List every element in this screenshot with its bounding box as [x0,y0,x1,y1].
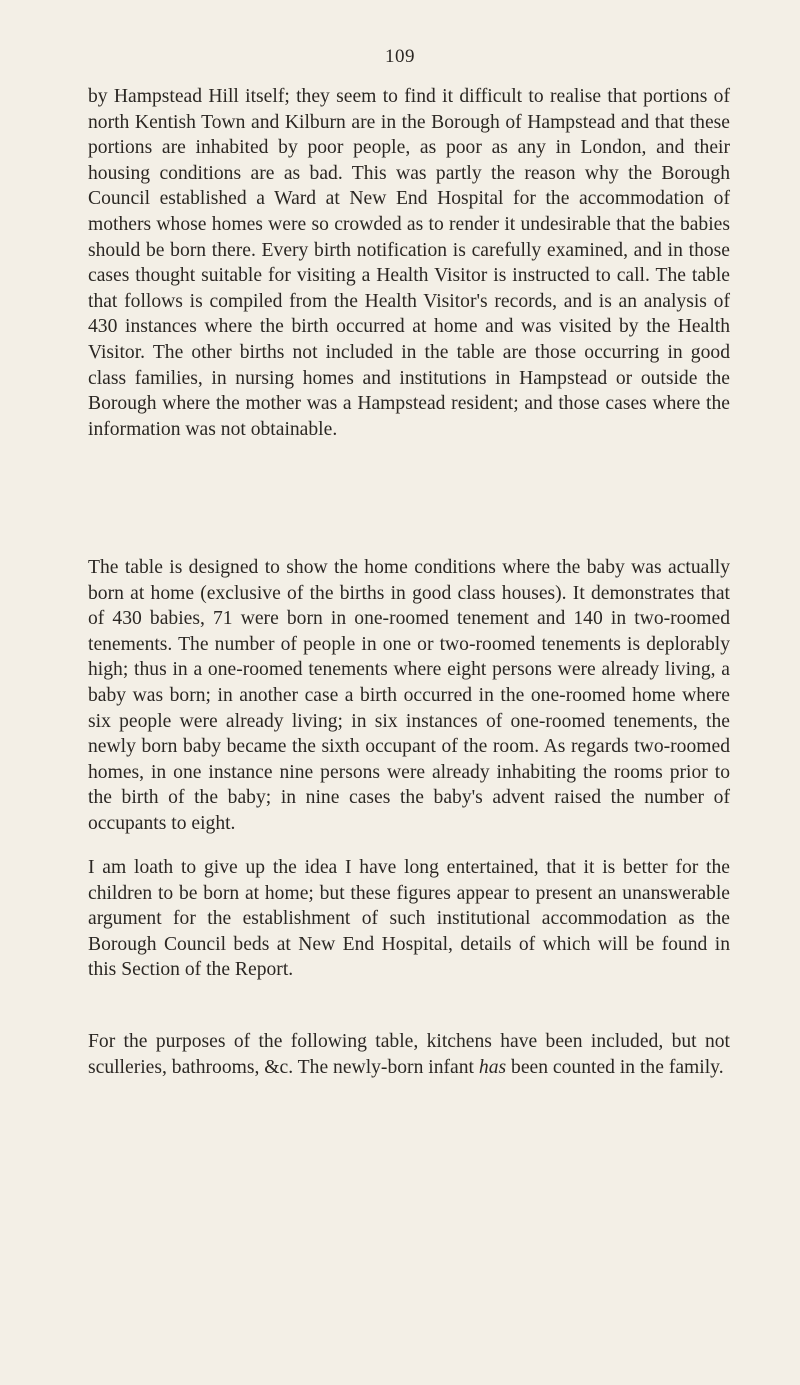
page-number: 109 [385,46,415,67]
paragraph-4 [88,1029,730,1080]
paragraph-1 [88,84,730,442]
paragraph-3-text: I am loath to give up the idea I have long entertained, that it is better for the children to be born at home; but these figures appear to present an unanswerable argument for the establishment of such institutional accommodation as the Borough Council beds at New End Hospital, details of which will be found in this Section of the Report. [88,857,730,981]
paragraph-3 [88,855,730,983]
paragraph-1-text: by Hampstead Hill itself; they seem to find it difficult to realise that portions of north Kentish Town and Kilburn are in the Borough of Hampstead and that these portions are inhabited by poor people, as poor as any in London, and their housing conditions are as bad. This was partly the reason why the Borough Council established a Ward at New End Hospital for the accommodation of mothers whose homes were so crowded as to render it undesirable that the babies should be born there. Every birth notification is carefully examined, and in those cases thought suitable for visiting a Health Visitor is instructed to call. The table that follows is compiled from the Health Visitor's records, and is an analysis of 430 instances where the birth occurred at home and was visited by the Health Visitor. The other births not included in the table are those occurring in good class families, in nursing homes and institutions in Hampstead or outside the Borough where the mother was a Hampstead resident; and those cases where the information was not obtainable. [88,86,730,440]
paragraph-2-text: The table is designed to show the home conditions where the baby was actually born at home (exclusive of the births in good class houses). It demonstrates that of 430 babies, 71 were born in one-roomed tenement and 140 in two-roomed tenements. The number of people in one or two-roomed tenements is deplorably high; thus in a one-roomed tenements where eight persons were already living, a baby was born; in another case a birth occurred in the one-roomed home where six people were already living; in six instances of one-roomed tenements, the newly born baby became the sixth occupant of the room. As regards two-roomed homes, in one instance nine persons were already inhabiting the rooms prior to the birth of the baby; in nine cases the baby's advent raised the number of occupants to eight. [88,557,730,834]
paragraph-4-text-end: been counted in the family. [511,1056,724,1078]
paragraph-4-text-start: For the purposes of the following table, kitchens have been included, but not sculleries, bathrooms, &c. The newly-born infant [88,1031,730,1078]
paragraph-4-emphasis: has [478,1056,507,1078]
paragraph-2 [88,555,730,837]
paragraph-4-text [88,1029,730,1080]
